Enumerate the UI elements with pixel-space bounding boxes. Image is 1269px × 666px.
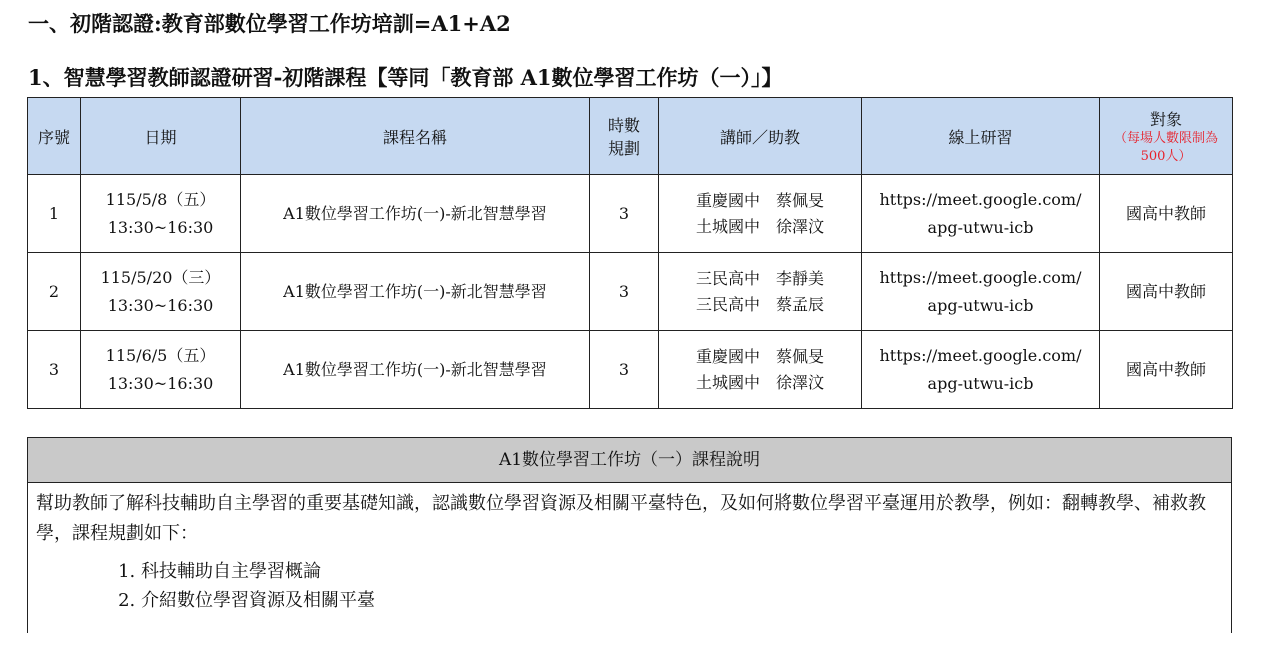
teacher: 三民高中 李靜美 bbox=[695, 268, 824, 288]
assistant: 土城國中 徐澤汶 bbox=[695, 216, 824, 236]
table-row bbox=[28, 331, 1233, 409]
list-item: 1. 科技輔助自主學習概論 bbox=[141, 557, 1223, 586]
cell-date bbox=[81, 175, 241, 253]
header-no: 序號 bbox=[28, 98, 81, 175]
cell-hours: 3 bbox=[590, 331, 659, 409]
cell-teacher bbox=[659, 175, 862, 253]
cell-date bbox=[81, 253, 241, 331]
time: 13:30~16:30 bbox=[107, 373, 214, 393]
meet-url[interactable]: https://meet.google.com/ bbox=[879, 345, 1082, 365]
time: 13:30~16:30 bbox=[107, 295, 214, 315]
cell-no: 3 bbox=[28, 331, 81, 409]
cell-online-link[interactable] bbox=[862, 175, 1100, 253]
meet-code[interactable]: apg-utwu-icb bbox=[927, 217, 1034, 237]
cell-online-link[interactable] bbox=[862, 253, 1100, 331]
assistant: 三民高中 蔡孟辰 bbox=[695, 294, 824, 314]
meet-url[interactable]: https://meet.google.com/ bbox=[879, 189, 1082, 209]
meet-url[interactable]: https://meet.google.com/ bbox=[879, 267, 1082, 287]
teacher: 重慶國中 蔡佩旻 bbox=[695, 346, 824, 366]
schedule-table bbox=[27, 97, 1233, 409]
header-hours: 時數規劃 bbox=[590, 98, 659, 175]
target-note: （每場人數限制為500人） bbox=[1113, 130, 1218, 164]
cell-date bbox=[81, 331, 241, 409]
cell-target: 國高中教師 bbox=[1100, 331, 1233, 409]
course-heading: 1、智慧學習教師認證研習-初階課程【等同「教育部 A1數位學習工作坊（一）」】 bbox=[28, 65, 783, 90]
meet-code[interactable]: apg-utwu-icb bbox=[927, 373, 1034, 393]
cell-target: 國高中教師 bbox=[1100, 253, 1233, 331]
header-teacher: 講師／助教 bbox=[659, 98, 862, 175]
table-row bbox=[28, 175, 1233, 253]
section-heading: 一、初階認證:教育部數位學習工作坊培訓=A1+A2 bbox=[28, 11, 511, 36]
cell-teacher bbox=[659, 253, 862, 331]
header-online: 線上研習 bbox=[862, 98, 1100, 175]
list-item: 2. 介紹數位學習資源及相關平臺 bbox=[141, 586, 1223, 615]
description-text: 幫助教師了解科技輔助自主學習的重要基礎知識，認識數位學習資源及相關平臺特色，及如何將數位學習平臺運用於教學，例如：翻轉教學、補救教學，課程規劃如下： bbox=[36, 493, 1206, 544]
header-target bbox=[1100, 98, 1233, 175]
teacher: 重慶國中 蔡佩旻 bbox=[695, 190, 824, 210]
time: 13:30~16:30 bbox=[107, 217, 214, 237]
meet-code[interactable]: apg-utwu-icb bbox=[927, 295, 1034, 315]
cell-course: A1數位學習工作坊(一)-新北智慧學習 bbox=[241, 253, 590, 331]
cell-course: A1數位學習工作坊(一)-新北智慧學習 bbox=[241, 331, 590, 409]
assistant: 土城國中 徐澤汶 bbox=[695, 372, 824, 392]
cell-teacher bbox=[659, 331, 862, 409]
cell-hours: 3 bbox=[590, 175, 659, 253]
target-label: 對象 bbox=[1149, 109, 1182, 129]
date: 115/5/8（五） bbox=[105, 189, 216, 209]
cell-no: 1 bbox=[28, 175, 81, 253]
header-course: 課程名稱 bbox=[241, 98, 590, 175]
cell-no: 2 bbox=[28, 253, 81, 331]
cell-course: A1數位學習工作坊(一)-新北智慧學習 bbox=[241, 175, 590, 253]
description-title: A1數位學習工作坊（一）課程說明 bbox=[28, 438, 1231, 483]
date: 115/5/20（三） bbox=[100, 267, 221, 287]
table-header-row bbox=[28, 98, 1233, 175]
cell-target: 國高中教師 bbox=[1100, 175, 1233, 253]
cell-online-link[interactable] bbox=[862, 331, 1100, 409]
table-row bbox=[28, 253, 1233, 331]
course-description bbox=[27, 437, 1232, 633]
date: 115/6/5（五） bbox=[105, 345, 216, 365]
cell-hours: 3 bbox=[590, 253, 659, 331]
header-date: 日期 bbox=[81, 98, 241, 175]
